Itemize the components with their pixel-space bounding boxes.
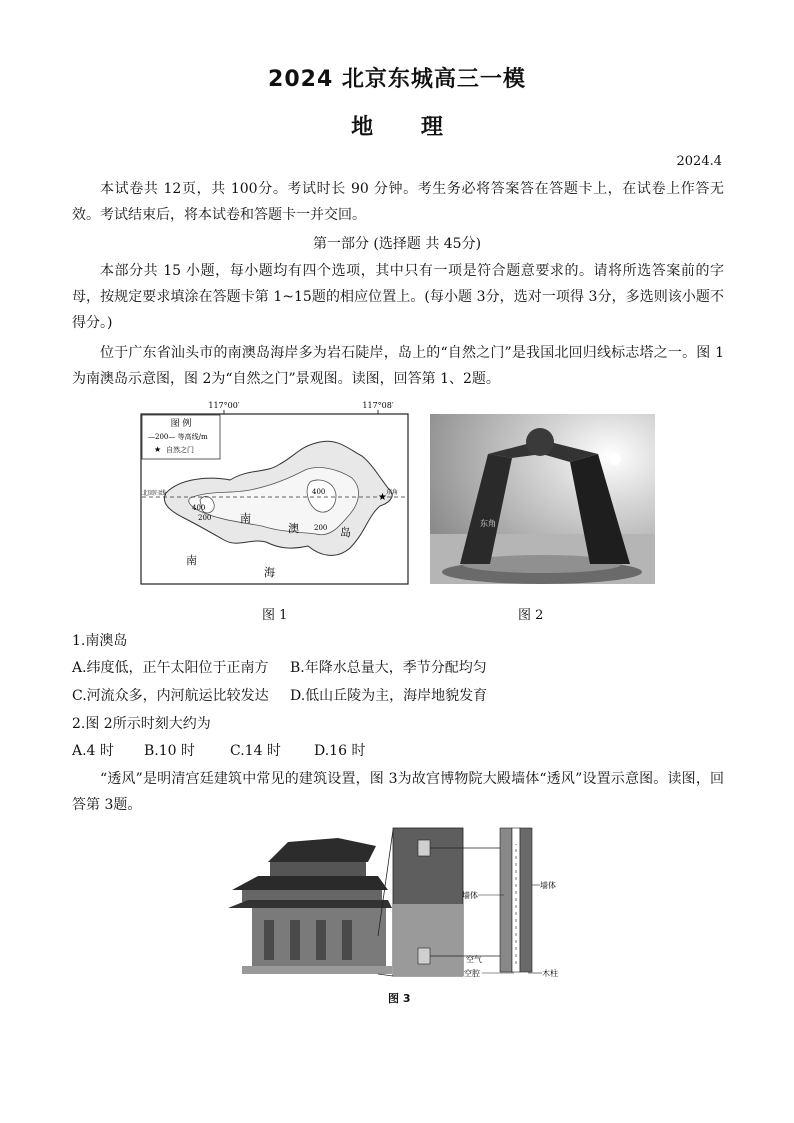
q2-option-d: D.16 时 — [314, 743, 366, 759]
legend-title: 图 例 — [170, 419, 192, 429]
subject-title: 地 理 — [351, 115, 443, 140]
island-char-3: 岛 — [340, 526, 351, 539]
palace-building — [228, 838, 392, 974]
sea-char-1: 南 — [186, 554, 197, 567]
intro-paragraph: 本试卷共 12页，共 100分。考试时长 90 分钟。考生务必将答案答在答题卡上，在试卷上作答无效。考试结束后，将本试卷和答题卡一并交回。 — [72, 181, 724, 223]
island-char-1: 南 — [240, 512, 251, 525]
q1-option-d: D.低山丘陵为主，海岸地貌发育 — [290, 688, 488, 704]
contour-label-400b: 400 — [312, 488, 326, 496]
vent-bottom — [418, 948, 430, 964]
exam-date: 2024.4 — [676, 154, 722, 169]
legend-contour: —200— 等高线/m — [148, 433, 208, 441]
sea-char-2: 海 — [264, 566, 275, 579]
figure1-map — [140, 398, 410, 586]
q2-option-c: C.14 时 — [230, 743, 281, 759]
part1-instructions: 本部分共 15 小题，每小题均有四个选项，其中只有一项是符合题意要求的。请将所选答案前的字母，按规定要求填涂在答题卡第 1~15题的相应位置上。(每小题 3分，选对一项得 3分，多选则该小题不得分。) — [72, 263, 724, 331]
label-pillar: 木柱 — [542, 969, 558, 978]
label-cavity: 空腔 — [464, 969, 480, 978]
q2-option-b: B.10 时 — [144, 743, 196, 759]
wall-left-section — [500, 828, 512, 972]
passage-1: 位于广东省汕头市的南澳岛海岸多为岩石陡岸，岛上的“自然之门”是我国北回归线标志塔之一。图 1为南澳岛示意图，图 2为“自然之门”景观图。读图，回答第 1、2题。 — [72, 345, 724, 387]
page-title: 2024 北京东城高三一模 — [268, 67, 526, 92]
lon-left-label: 117°00′ — [208, 401, 240, 410]
legend-gate: 自然之门 — [166, 446, 194, 454]
figure3-diagram — [228, 824, 568, 986]
tropic-label: 北回归线 — [142, 490, 167, 497]
gate-globe — [526, 428, 554, 456]
contour-label-200: 200 — [198, 514, 212, 522]
lon-right-label: 117°08′ — [362, 401, 394, 410]
star-icon: ★ — [154, 445, 162, 454]
figure3-caption: 图 3 — [388, 992, 411, 1005]
q1-option-b: B.年降水总量大，季节分配均匀 — [290, 660, 487, 676]
q2-option-a: A.4 时 — [72, 743, 114, 759]
label-wall-right: 墙体 — [540, 881, 556, 890]
q1-option-a: A.纬度低，正午太阳位于正南方 — [72, 660, 269, 676]
island-char-2: 澳 — [288, 522, 299, 535]
figure2-caption: 图 2 — [518, 608, 544, 623]
part1-heading: 第一部分 (选择题 共 45分) — [312, 236, 482, 252]
gate-map-label: 东角 — [386, 489, 399, 496]
label-air: 空气 — [466, 955, 482, 964]
passage-2: “透风”是明清宫廷建筑中常见的建筑设置，图 3为故宫博物院大殿墙体“透风”设置示意图。读图，回答第 3题。 — [72, 771, 724, 813]
gate-inscription: 东角 — [480, 519, 496, 528]
q1-stem: 1.南澳岛 — [72, 633, 128, 649]
q2-stem: 2.图 2所示时刻大约为 — [72, 716, 211, 732]
wall-right-section — [520, 828, 532, 972]
contour-label-200b: 200 — [314, 524, 328, 532]
label-wall-left: 墙体 — [462, 891, 478, 900]
gate-star-icon: ★ — [378, 492, 387, 503]
vent-top — [418, 840, 430, 856]
figure2-photo — [430, 414, 655, 584]
contour-label-400: 400 — [192, 504, 206, 512]
q1-option-c: C.河流众多，内河航运比较发达 — [72, 688, 269, 704]
figure1-caption: 图 1 — [262, 608, 288, 623]
